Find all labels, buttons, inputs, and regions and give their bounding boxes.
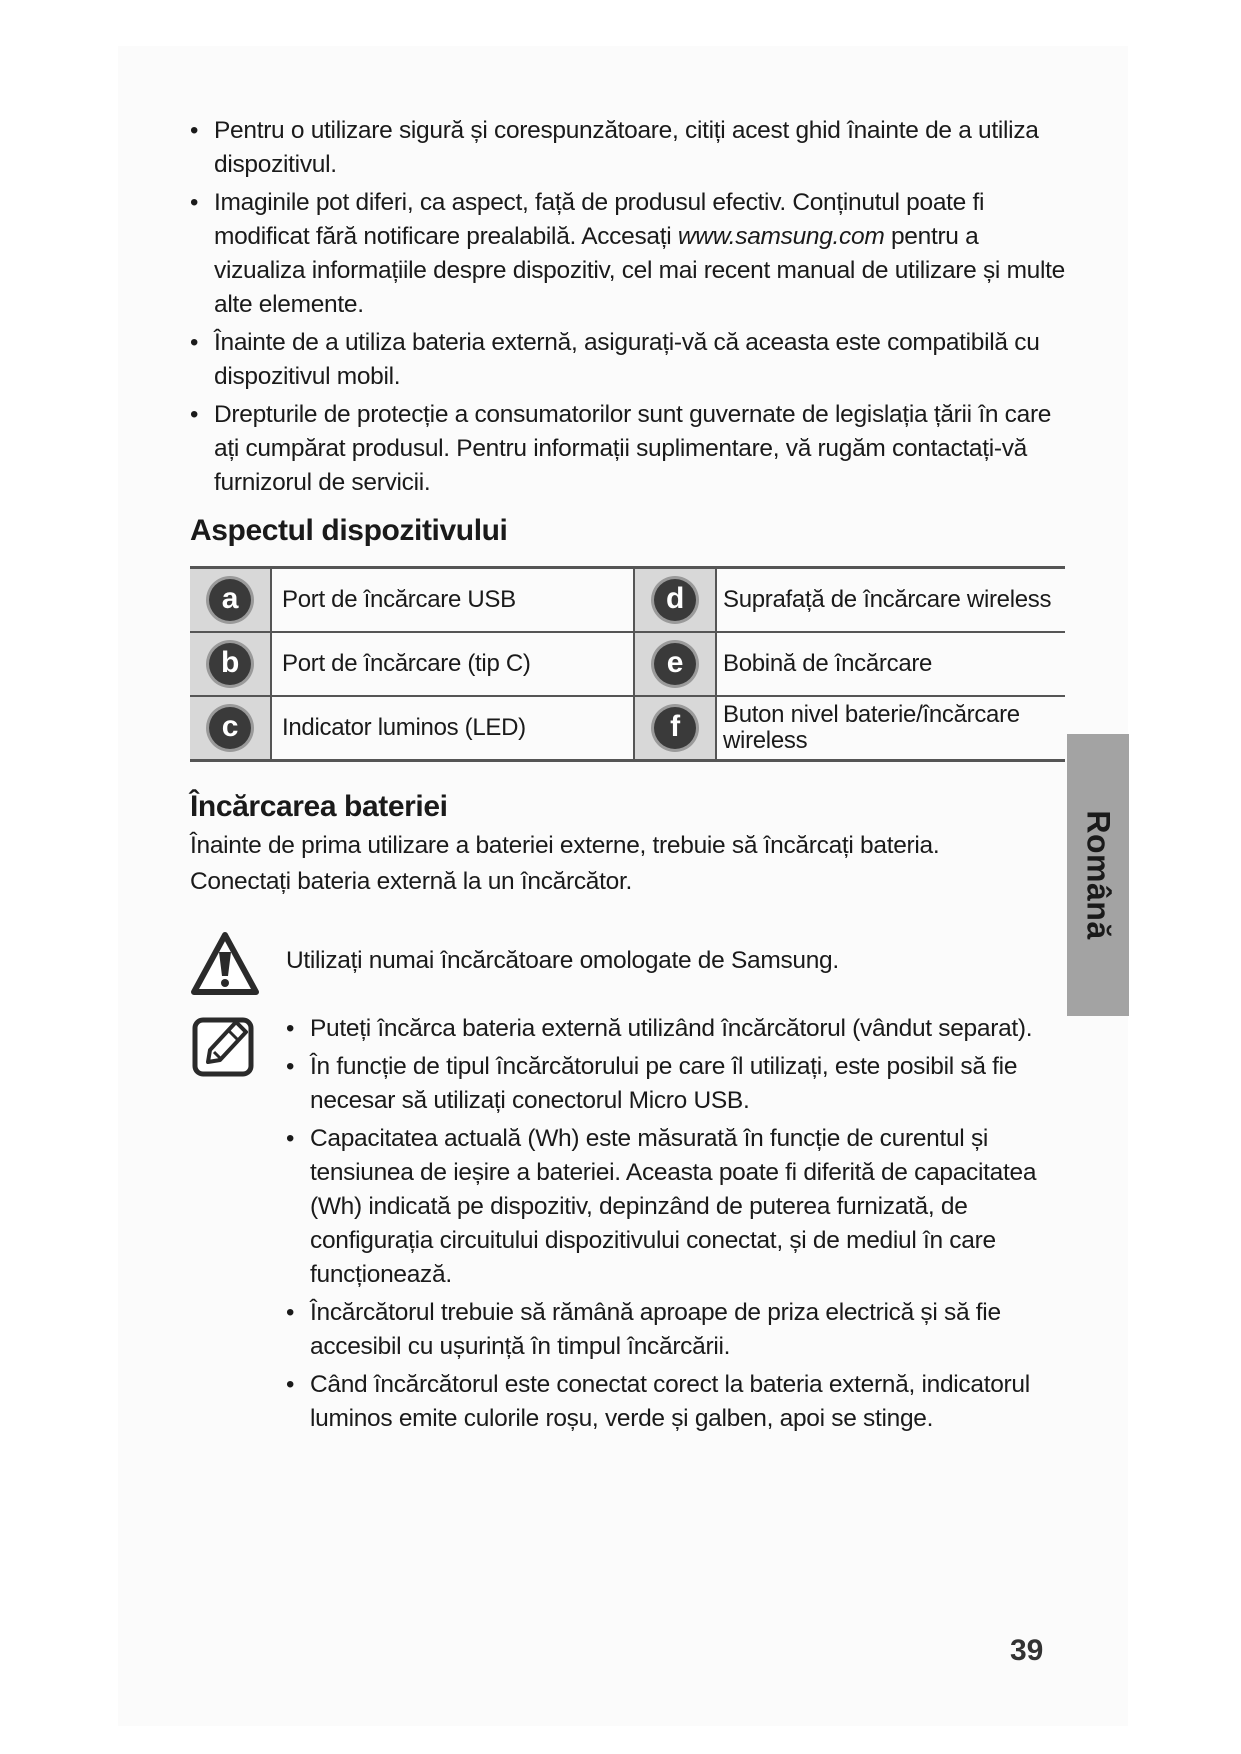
part-badge: d xyxy=(654,579,696,621)
list-item: • Drepturile de protecție a consumatorilor sunt guvernate de legislația țării în care ați cumpărat produsul. Pentru informații suplimentare, vă rugăm contactați-vă furnizorul de servicii. xyxy=(190,398,1070,500)
charging-intro-text: Înainte de prima utilizare a bateriei externe, trebuie să încărcați bateria. xyxy=(190,832,940,859)
part-label: Indicator luminos (LED) xyxy=(271,696,634,761)
badge-cell xyxy=(190,632,271,696)
badge-cell xyxy=(190,568,271,633)
badge-cell xyxy=(634,632,716,696)
list-item: • Când încărcătorul este conectat corect la bateria externă, indicatorul luminos emite culorile roșu, verde și galben, apoi se stinge. xyxy=(286,1368,1070,1436)
warning-triangle-icon xyxy=(190,930,260,1003)
part-label: Port de încărcare (tip C) xyxy=(271,632,634,696)
device-parts-table xyxy=(190,566,1065,762)
list-item: • Înainte de a utiliza bateria externă, asigurați-vă că aceasta este compatibilă cu dispozitivul mobil. xyxy=(190,326,1070,394)
list-item: • Puteți încărca bateria externă utilizând încărcătorul (vândut separat). xyxy=(286,1012,1070,1046)
section-heading-charging: Încărcarea bateriei xyxy=(190,790,448,823)
note-bullet-list xyxy=(286,1012,1070,1436)
note-notice xyxy=(190,1012,1070,1436)
table-row xyxy=(190,568,1065,633)
table-row xyxy=(190,632,1065,696)
caution-notice xyxy=(190,930,1070,978)
list-item: • În funcție de tipul încărcătorului pe care îl utilizați, este posibil să fie necesar să utilizați conectorul Micro USB. xyxy=(286,1050,1070,1118)
part-badge: c xyxy=(209,707,251,749)
intro-bullet-list xyxy=(190,114,1070,500)
charging-connect-text: Conectați bateria externă la un încărcător. xyxy=(190,868,632,895)
part-label: Suprafață de încărcare wireless xyxy=(716,568,1065,633)
part-badge: a xyxy=(209,579,251,621)
badge-cell xyxy=(634,696,716,761)
part-label: Port de încărcare USB xyxy=(271,568,634,633)
part-badge: b xyxy=(209,643,251,685)
list-item xyxy=(190,186,1070,322)
part-label: Buton nivel baterie/încărcare wireless xyxy=(723,701,1020,754)
list-item-text: pentru a vizualiza informațiile despre dispozitiv, cel mai recent manual de utilizare și multe alte elemente. xyxy=(214,223,1065,318)
samsung-website-link[interactable]: www.samsung.com xyxy=(677,223,885,250)
language-side-tab xyxy=(1067,734,1129,1016)
badge-cell xyxy=(634,568,716,633)
section-heading-aspect: Aspectul dispozitivului xyxy=(190,514,508,547)
list-item-text: Imaginile pot diferi, ca aspect, față de produsul efectiv. Conținutul poate fi modificat fără notificare prealabilă. Accesați xyxy=(214,189,985,250)
language-label: Română xyxy=(1080,810,1117,940)
part-badge: e xyxy=(654,643,696,685)
list-item: • Capacitatea actuală (Wh) este măsurată în funcție de curentul și tensiunea de ieșire a bateriei. Aceasta poate fi diferită de capacitatea (Wh) indicată pe dispozitiv, depinzând de puterea furnizată, de configurația circuitului dispozitivului conectat, și de mediul în care funcționează. xyxy=(286,1122,1070,1292)
page-number: 39 xyxy=(1010,1634,1044,1667)
part-label: Bobină de încărcare xyxy=(716,632,1065,696)
page-content xyxy=(190,114,1070,1440)
note-pencil-icon xyxy=(190,1012,258,1085)
list-item: • Încărcătorul trebuie să rămână aproape de priza electrică și să fie accesibil cu ușurință în timpul încărcării. xyxy=(286,1296,1070,1364)
badge-cell xyxy=(190,696,271,761)
list-item: • Pentru o utilizare sigură și corespunzătoare, citiți acest ghid înainte de a utiliza dispozitivul. xyxy=(190,114,1070,182)
table-row xyxy=(190,696,1065,761)
part-badge: f xyxy=(654,707,696,749)
caution-text: Utilizați numai încărcătoare omologate de Samsung. xyxy=(286,947,839,974)
